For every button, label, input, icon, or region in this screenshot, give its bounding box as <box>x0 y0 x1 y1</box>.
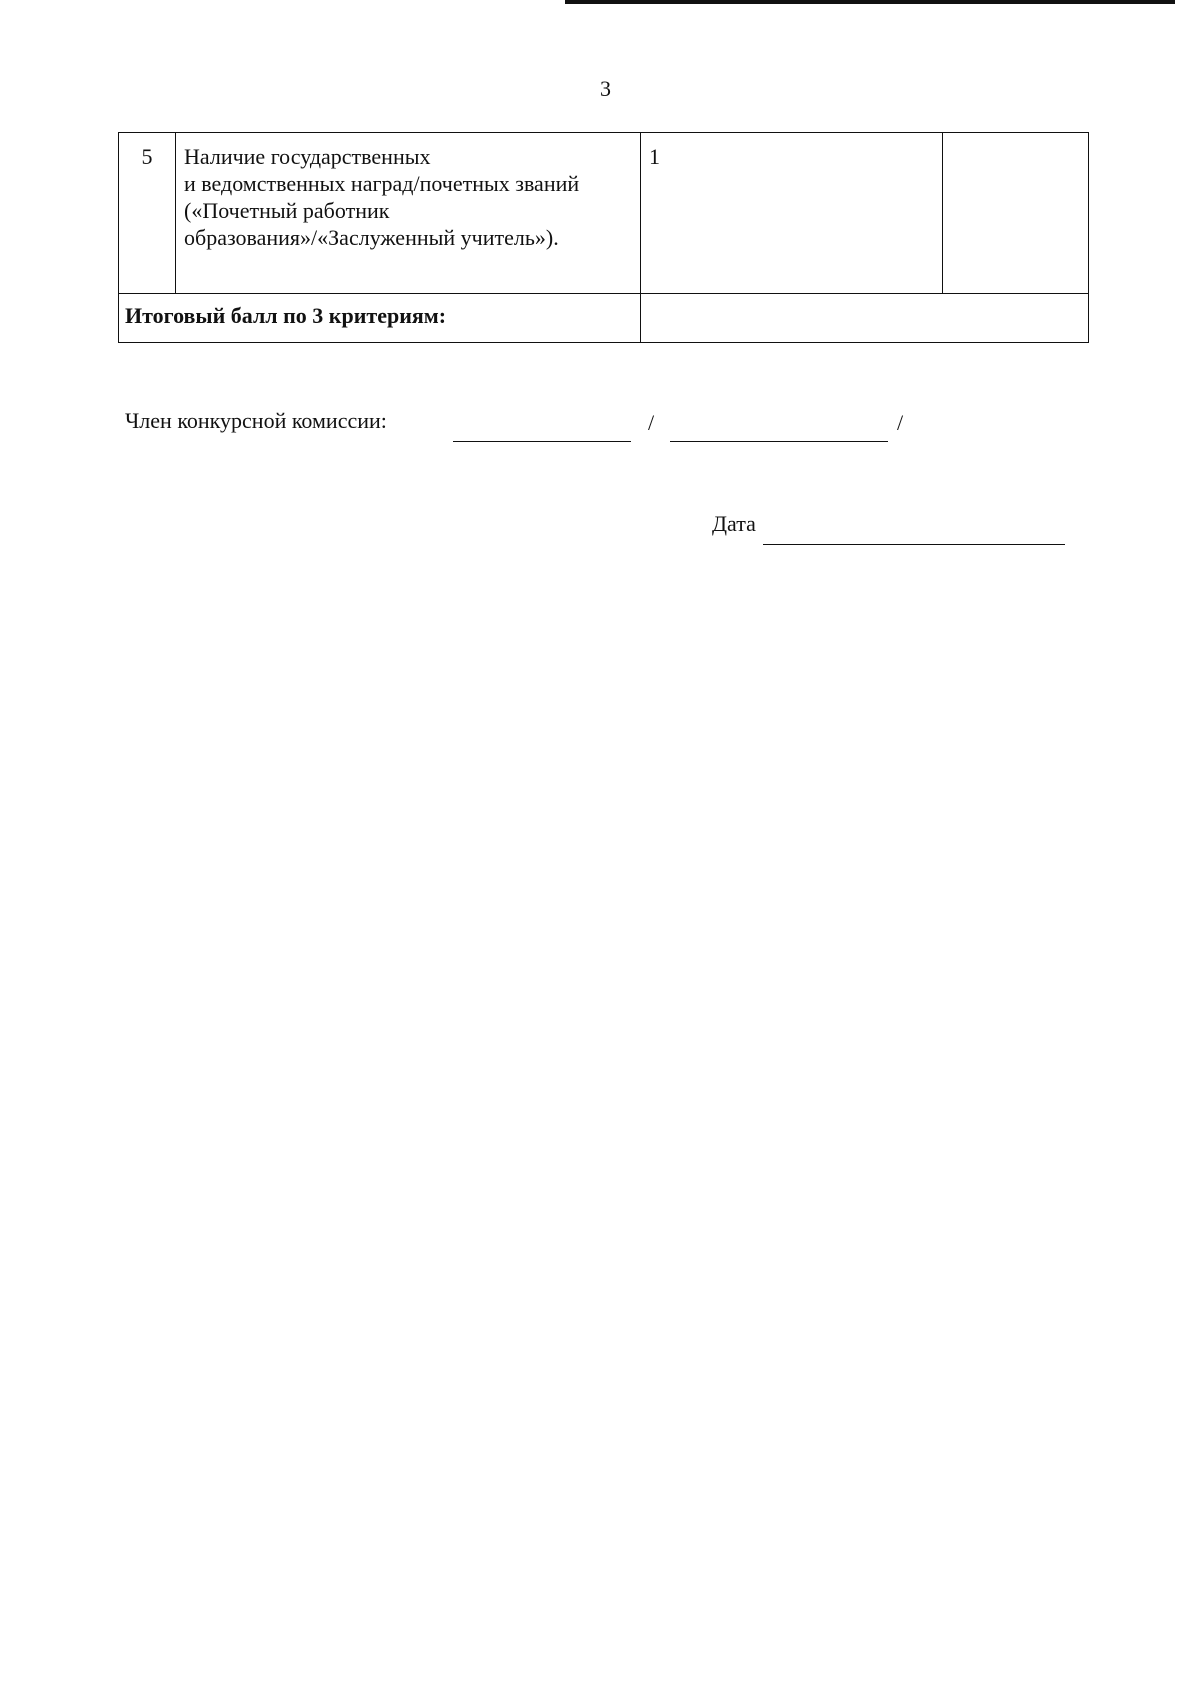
signature-slash: / <box>897 410 904 435</box>
name-blank <box>670 441 888 442</box>
criterion-name-line: Наличие государственных <box>184 144 431 169</box>
total-label-cell: Итоговый балл по 3 критериям: <box>119 294 641 343</box>
page-number: 3 <box>600 76 611 101</box>
signature-slash: / <box>648 410 655 435</box>
criterion-name-line: образования»/«Заслуженный учитель»). <box>184 225 559 250</box>
criterion-name-line: («Почетный работник <box>184 198 390 223</box>
total-value-cell <box>641 294 1089 343</box>
score-cell: 1 <box>641 133 943 294</box>
commission-member-label: Член конкурсной комиссии: <box>125 408 387 433</box>
criterion-name-line: и ведомственных наград/почетных званий <box>184 171 580 196</box>
date-blank <box>763 544 1065 545</box>
row-number-cell: 5 <box>119 133 176 294</box>
total-row <box>119 294 1089 343</box>
table-row <box>119 133 1089 294</box>
signature-blank <box>453 441 631 442</box>
assessment-cell <box>943 133 1089 294</box>
criterion-name-cell <box>176 133 641 294</box>
date-label: Дата <box>712 511 756 536</box>
scan-edge-bar <box>565 0 1175 4</box>
criteria-table <box>118 132 1089 343</box>
